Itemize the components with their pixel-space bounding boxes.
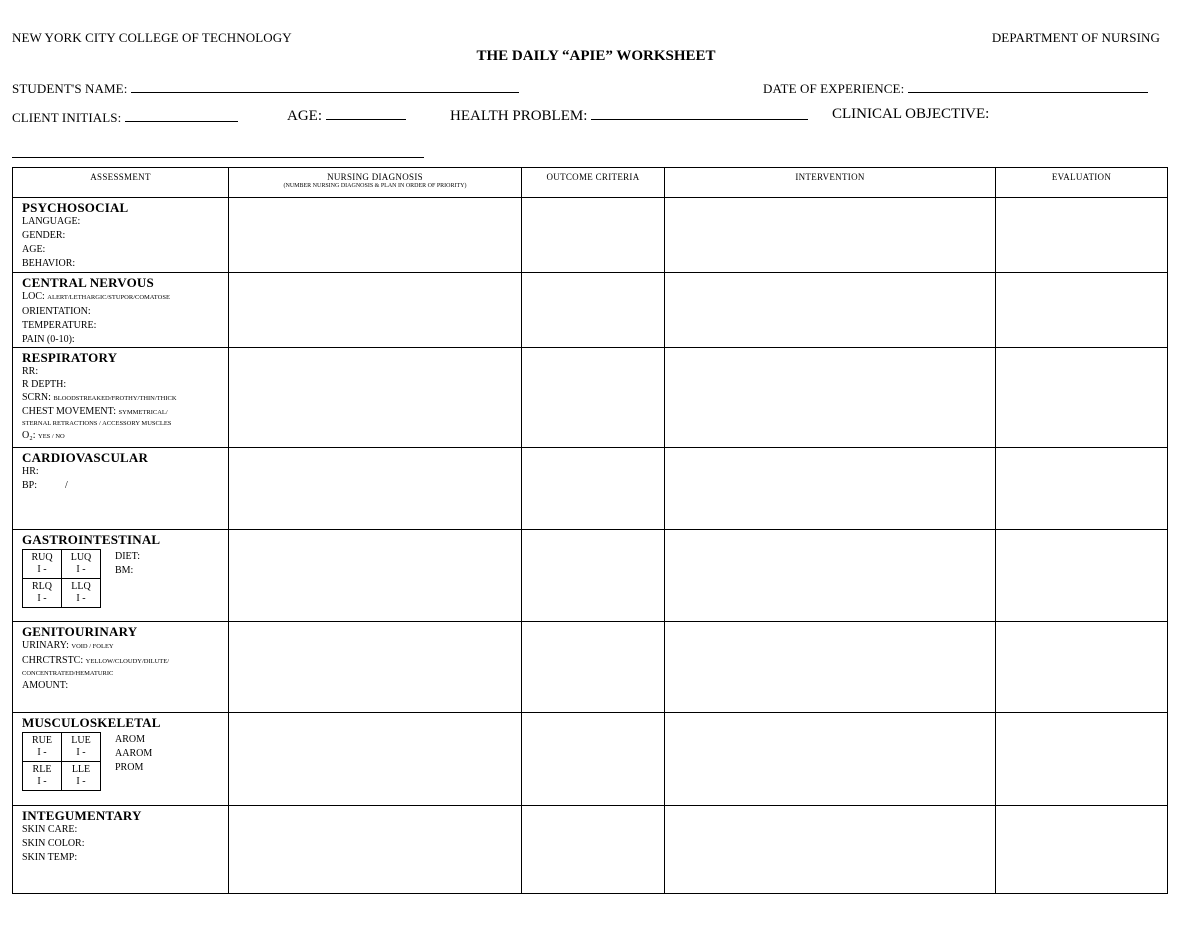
- gastrointestinal-diagnosis-cell[interactable]: [229, 530, 522, 622]
- psychosocial-intervention-cell[interactable]: [665, 198, 996, 273]
- luq-cell[interactable]: [62, 550, 101, 579]
- chest-movement-options-2: STERNAL RETRACTIONS / ACCESSORY MUSCLES: [22, 420, 172, 427]
- gastrointestinal-outcome-cell[interactable]: [522, 530, 665, 622]
- chest-movement-options-1: SYMMETRICAL/: [118, 409, 168, 416]
- psychosocial-language: LANGUAGE:: [22, 216, 81, 227]
- age-line[interactable]: [326, 106, 406, 120]
- col-evaluation: EVALUATION: [996, 168, 1168, 198]
- psychosocial-gender: GENDER:: [22, 230, 66, 241]
- llq-label: LLQ: [71, 581, 91, 592]
- pain-label: PAIN (0-10):: [22, 334, 75, 345]
- respiratory-title: RESPIRATORY: [22, 350, 118, 365]
- cardiovascular-intervention-cell[interactable]: [665, 448, 996, 530]
- musculoskeletal-evaluation-cell[interactable]: [996, 713, 1168, 806]
- lue-label: LUE: [71, 735, 91, 746]
- musculoskeletal-intervention-cell[interactable]: [665, 713, 996, 806]
- health-problem-label: HEALTH PROBLEM:: [450, 108, 588, 124]
- age-label: AGE:: [287, 108, 322, 124]
- lue-dash: I -: [76, 747, 86, 758]
- llq-cell[interactable]: [62, 579, 101, 608]
- integumentary-title: INTEGUMENTARY: [22, 808, 142, 823]
- central-nervous-evaluation-cell[interactable]: [996, 273, 1168, 348]
- central-nervous-title: CENTRAL NERVOUS: [22, 275, 154, 290]
- ruq-dash: I -: [37, 564, 47, 575]
- rue-dash: I -: [37, 747, 47, 758]
- central-nervous-diagnosis-cell[interactable]: [229, 273, 522, 348]
- student-name-line[interactable]: [131, 79, 519, 93]
- col-intervention: INTERVENTION: [665, 168, 996, 198]
- rle-label: RLE: [32, 764, 52, 775]
- loc-options: ALERT/LETHARGIC/STUPOR/COMATOSE: [47, 294, 170, 301]
- gastrointestinal-evaluation-cell[interactable]: [996, 530, 1168, 622]
- cardiovascular-diagnosis-cell[interactable]: [229, 448, 522, 530]
- psychosocial-evaluation-cell[interactable]: [996, 198, 1168, 273]
- lle-dash: I -: [76, 776, 86, 787]
- row-genitourinary: [13, 622, 1168, 713]
- bm-label: BM:: [115, 565, 134, 576]
- musculoskeletal-diagnosis-cell[interactable]: [229, 713, 522, 806]
- respiratory-outcome-cell[interactable]: [522, 348, 665, 448]
- gastrointestinal-title: GASTROINTESTINAL: [22, 532, 161, 547]
- skin-temp-label: SKIN TEMP:: [22, 852, 78, 863]
- clinical-objective-line[interactable]: [12, 144, 424, 163]
- psychosocial-assessment: [13, 198, 229, 273]
- rue-label: RUE: [32, 735, 52, 746]
- cardiovascular-title: CARDIOVASCULAR: [22, 450, 149, 465]
- lle-label: LLE: [71, 764, 91, 775]
- worksheet-title: THE DAILY “APIE” WORKSHEET: [476, 48, 716, 64]
- extremity-grid: [22, 732, 101, 791]
- psychosocial-title: PSYCHOSOCIAL: [22, 200, 129, 215]
- row-gastrointestinal: [13, 530, 1168, 622]
- ruq-cell[interactable]: [23, 550, 62, 579]
- health-problem-field[interactable]: [450, 106, 808, 125]
- age-field[interactable]: [287, 106, 406, 125]
- luq-label: LUQ: [70, 552, 92, 563]
- rr-label: RR:: [22, 366, 39, 377]
- col-outcome-criteria: OUTCOME CRITERIA: [522, 168, 665, 198]
- psychosocial-diagnosis-cell[interactable]: [229, 198, 522, 273]
- temperature-label: TEMPERATURE:: [22, 320, 97, 331]
- row-respiratory: [13, 348, 1168, 448]
- rle-dash: I -: [37, 776, 47, 787]
- row-central-nervous: [13, 273, 1168, 348]
- col-nursing-diagnosis-label: NURSING DIAGNOSIS: [327, 172, 423, 182]
- abdomen-quadrant-grid: [22, 549, 101, 608]
- chrctrstc-label: CHRCTRSTC:: [22, 655, 84, 666]
- rue-cell[interactable]: [23, 733, 62, 762]
- respiratory-intervention-cell[interactable]: [665, 348, 996, 448]
- col-nursing-diagnosis-sub: (NUMBER NURSING DIAGNOSIS & PLAN IN ORDER OF PRIORITY): [283, 183, 467, 189]
- gastrointestinal-intervention-cell[interactable]: [665, 530, 996, 622]
- row-cardiovascular: [13, 448, 1168, 530]
- genitourinary-intervention-cell[interactable]: [665, 622, 996, 713]
- date-of-experience-line[interactable]: [908, 79, 1148, 93]
- chrctrstc-options-2: CONCENTRATED/HEMATURIC: [22, 670, 114, 677]
- hr-label: HR:: [22, 466, 39, 477]
- genitourinary-diagnosis-cell[interactable]: [229, 622, 522, 713]
- scrn-label: SCRN:: [22, 392, 51, 403]
- rlq-cell[interactable]: [23, 579, 62, 608]
- prom-label: PROM: [115, 762, 144, 773]
- respiratory-assessment: [13, 348, 229, 448]
- luq-dash: I -: [76, 564, 86, 575]
- integumentary-outcome-cell[interactable]: [522, 806, 665, 894]
- rle-cell[interactable]: [23, 762, 62, 791]
- central-nervous-intervention-cell[interactable]: [665, 273, 996, 348]
- row-integumentary: [13, 806, 1168, 894]
- o2-label: O₂:: [22, 430, 36, 441]
- integumentary-assessment: [13, 806, 229, 894]
- client-initials-field[interactable]: [12, 108, 238, 126]
- cardiovascular-assessment: [13, 448, 229, 530]
- row-musculoskeletal: [13, 713, 1168, 806]
- rdepth-label: R DEPTH:: [22, 379, 67, 390]
- student-name-label: STUDENT'S NAME:: [12, 81, 128, 96]
- musculoskeletal-outcome-cell[interactable]: [522, 713, 665, 806]
- loc-label: LOC:: [22, 291, 45, 302]
- col-assessment: ASSESSMENT: [13, 168, 229, 198]
- o2-options: YES / NO: [38, 433, 65, 440]
- integumentary-evaluation-cell[interactable]: [996, 806, 1168, 894]
- orientation-label: ORIENTATION:: [22, 306, 91, 317]
- health-problem-line[interactable]: [591, 106, 808, 120]
- rlq-dash: I -: [37, 593, 47, 604]
- row-psychosocial: [13, 198, 1168, 273]
- client-initials-line[interactable]: [125, 108, 238, 122]
- header-row: [13, 168, 1168, 198]
- genitourinary-assessment: [13, 622, 229, 713]
- lle-cell[interactable]: [62, 762, 101, 791]
- musculoskeletal-assessment: [13, 713, 229, 806]
- date-of-experience-label: DATE OF EXPERIENCE:: [763, 81, 905, 96]
- rlq-label: RLQ: [32, 581, 52, 592]
- amount-label: AMOUNT:: [22, 680, 69, 691]
- diet-label: DIET:: [115, 551, 141, 562]
- gastrointestinal-assessment: [13, 530, 229, 622]
- lue-cell[interactable]: [62, 733, 101, 762]
- aarom-label: AAROM: [115, 748, 153, 759]
- chrctrstc-options-1: YELLOW/CLOUDY/DILUTE/: [85, 658, 170, 665]
- respiratory-evaluation-cell[interactable]: [996, 348, 1168, 448]
- apie-worksheet-table: [12, 167, 1168, 894]
- skin-care-label: SKIN CARE:: [22, 824, 78, 835]
- clinical-objective-label: CLINICAL OBJECTIVE:: [832, 106, 990, 122]
- scrn-options: BLOODSTREAKED/FROTHY/THIN/THICK: [53, 395, 177, 402]
- respiratory-diagnosis-cell[interactable]: [229, 348, 522, 448]
- cardiovascular-outcome-cell[interactable]: [522, 448, 665, 530]
- genitourinary-evaluation-cell[interactable]: [996, 622, 1168, 713]
- student-name-field[interactable]: [12, 79, 519, 97]
- arom-label: AROM: [115, 734, 146, 745]
- ruq-label: RUQ: [31, 552, 53, 563]
- psychosocial-age: AGE:: [22, 244, 46, 255]
- client-initials-label: CLIENT INITIALS:: [12, 110, 122, 125]
- integumentary-diagnosis-cell[interactable]: [229, 806, 522, 894]
- chest-movement-label: CHEST MOVEMENT:: [22, 406, 117, 417]
- genitourinary-title: GENITOURINARY: [22, 624, 138, 639]
- skin-color-label: SKIN COLOR:: [22, 838, 85, 849]
- col-nursing-diagnosis: [229, 168, 522, 198]
- central-nervous-assessment: [13, 273, 229, 348]
- integumentary-intervention-cell[interactable]: [665, 806, 996, 894]
- urinary-options: VOID / FOLEY: [71, 643, 114, 650]
- cardiovascular-evaluation-cell[interactable]: [996, 448, 1168, 530]
- llq-dash: I -: [76, 593, 86, 604]
- urinary-label: URINARY:: [22, 640, 69, 651]
- department-name: DEPARTMENT OF NURSING: [991, 30, 1160, 45]
- date-of-experience-field[interactable]: [763, 79, 1148, 97]
- bp-slash: /: [65, 480, 68, 491]
- bp-label: BP:: [22, 480, 38, 491]
- psychosocial-behavior: BEHAVIOR:: [22, 258, 76, 269]
- genitourinary-outcome-cell[interactable]: [522, 622, 665, 713]
- psychosocial-outcome-cell[interactable]: [522, 198, 665, 273]
- central-nervous-outcome-cell[interactable]: [522, 273, 665, 348]
- musculoskeletal-title: MUSCULOSKELETAL: [22, 715, 161, 730]
- college-name: NEW YORK CITY COLLEGE OF TECHNOLOGY: [12, 30, 292, 45]
